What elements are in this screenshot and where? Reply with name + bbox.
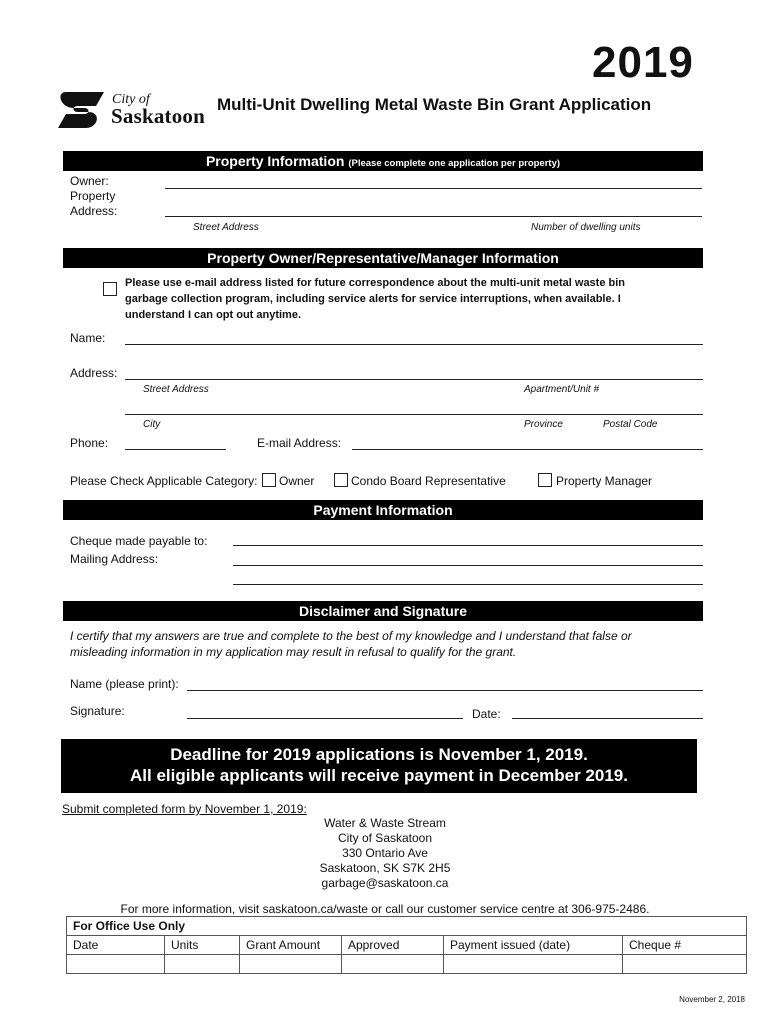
address-line-2: City of Saskatoon (337, 831, 433, 845)
office-col-units: Units (165, 936, 240, 955)
print-name-field[interactable] (187, 690, 703, 691)
address-email: garbage@saskatoon.ca (321, 876, 449, 890)
city-sublabel: City (143, 419, 161, 430)
signature-label: Signature: (70, 704, 125, 718)
name-field[interactable] (125, 344, 703, 345)
saskatoon-logo-icon (58, 92, 104, 128)
city-province-postal-field[interactable] (125, 414, 703, 415)
more-info-text: For more information, visit saskatoon.ca/waste or call our customer service centre at 306-975-2486. (120, 902, 650, 916)
city-logo (58, 92, 208, 130)
office-col-cheque: Cheque # (623, 936, 747, 955)
disclaimer-text (70, 628, 700, 660)
office-col-date: Date (67, 936, 165, 955)
office-cell-payment-issued[interactable] (444, 955, 623, 974)
phone-label: Phone: (70, 436, 109, 450)
mailing-address-block (0, 816, 770, 891)
office-header-row (67, 936, 747, 955)
email-consent-line-2: garbage collection program, including service alerts for service interruptions, when available. I (125, 293, 621, 305)
phone-field[interactable] (125, 449, 226, 450)
category-owner-checkbox[interactable] (262, 473, 276, 487)
email-consent-line-1: Please use e-mail address listed for future correspondence about the multi-unit metal waste bin (125, 277, 626, 289)
category-manager-checkbox[interactable] (538, 473, 552, 487)
form-year: 2019 (592, 38, 694, 87)
property-address-field[interactable] (165, 216, 702, 217)
property-label: Property (70, 189, 116, 203)
cheque-payable-field[interactable] (233, 545, 703, 546)
form-title: Multi-Unit Dwelling Metal Waste Bin Grant Application (217, 95, 652, 114)
payment-info-heading: Payment Information (63, 500, 703, 520)
street-address-sublabel: Street Address (143, 384, 209, 395)
office-cell-grant-amount[interactable] (240, 955, 342, 974)
office-use-table (66, 916, 747, 974)
office-cell-cheque[interactable] (623, 955, 747, 974)
deadline-line-1: Deadline for 2019 applications is November 1, 2019. (170, 745, 588, 764)
category-manager-label: Property Manager (556, 474, 653, 488)
logo-saskatoon: Saskatoon (111, 104, 206, 128)
dwelling-units-sublabel: Number of dwelling units (531, 222, 641, 233)
office-col-grant-amount: Grant Amount (240, 936, 342, 955)
disclaimer-line-1: I certify that my answers are true and complete to the best of my knowledge and I understand that false or (70, 629, 632, 643)
logo-city-of: City of (112, 92, 150, 107)
address-line-4: Saskatoon, SK S7K 2H5 (319, 861, 451, 875)
office-cell-approved[interactable] (342, 955, 444, 974)
property-info-heading (63, 151, 703, 171)
mailing-address-field-2[interactable] (233, 584, 703, 585)
office-use-heading: For Office Use Only (67, 917, 747, 936)
deadline-banner (61, 739, 697, 793)
email-label: E-mail Address: (257, 436, 342, 450)
office-entry-row (67, 955, 747, 974)
email-consent-text (125, 275, 695, 323)
address-line-3: 330 Ontario Ave (342, 846, 428, 860)
date-field[interactable] (512, 718, 703, 719)
cheque-payable-label: Cheque made payable to: (70, 534, 208, 548)
deadline-line-2: All eligible applicants will receive payment in December 2019. (130, 766, 628, 785)
date-label: Date: (472, 707, 501, 721)
category-label: Please Check Applicable Category: (70, 474, 258, 488)
email-consent-checkbox[interactable] (103, 282, 117, 296)
print-name-label: Name (please print): (70, 677, 179, 691)
postal-code-sublabel: Postal Code (603, 419, 658, 430)
apartment-sublabel: Apartment/Unit # (524, 384, 600, 395)
email-field[interactable] (352, 449, 703, 450)
property-info-heading-text: Property Information (205, 153, 345, 169)
province-sublabel: Province (524, 419, 563, 430)
property-address-label: Address: (70, 204, 118, 218)
owner-label: Owner: (70, 174, 109, 188)
email-consent-line-3: understand I can opt out anytime. (125, 309, 302, 321)
street-address-field[interactable] (125, 379, 703, 380)
office-cell-date[interactable] (67, 955, 165, 974)
owner-field[interactable] (165, 188, 702, 189)
office-col-approved: Approved (342, 936, 444, 955)
category-condo-checkbox[interactable] (334, 473, 348, 487)
office-cell-units[interactable] (165, 955, 240, 974)
address-line-1: Water & Waste Stream (324, 816, 446, 830)
address-label: Address: (70, 366, 118, 380)
office-col-payment-issued: Payment issued (date) (444, 936, 623, 955)
submit-by-label: Submit completed form by November 1, 2019: (62, 802, 307, 816)
mailing-address-field-1[interactable] (233, 565, 703, 566)
street-address-sublabel: Street Address (193, 222, 259, 233)
category-owner-label: Owner (279, 474, 315, 488)
property-info-heading-note: (Please complete one application per property) (348, 158, 561, 169)
mailing-address-label: Mailing Address: (70, 552, 159, 566)
revision-date: November 2, 2018 (679, 995, 745, 1004)
disclaimer-heading: Disclaimer and Signature (63, 601, 703, 621)
disclaimer-line-2: misleading information in my application may result in refusal to qualify for the grant. (70, 645, 517, 659)
owner-info-heading: Property Owner/Representative/Manager Information (63, 248, 703, 268)
category-condo-label: Condo Board Representative (351, 474, 506, 488)
signature-field[interactable] (187, 718, 463, 719)
name-label: Name: (70, 331, 106, 345)
